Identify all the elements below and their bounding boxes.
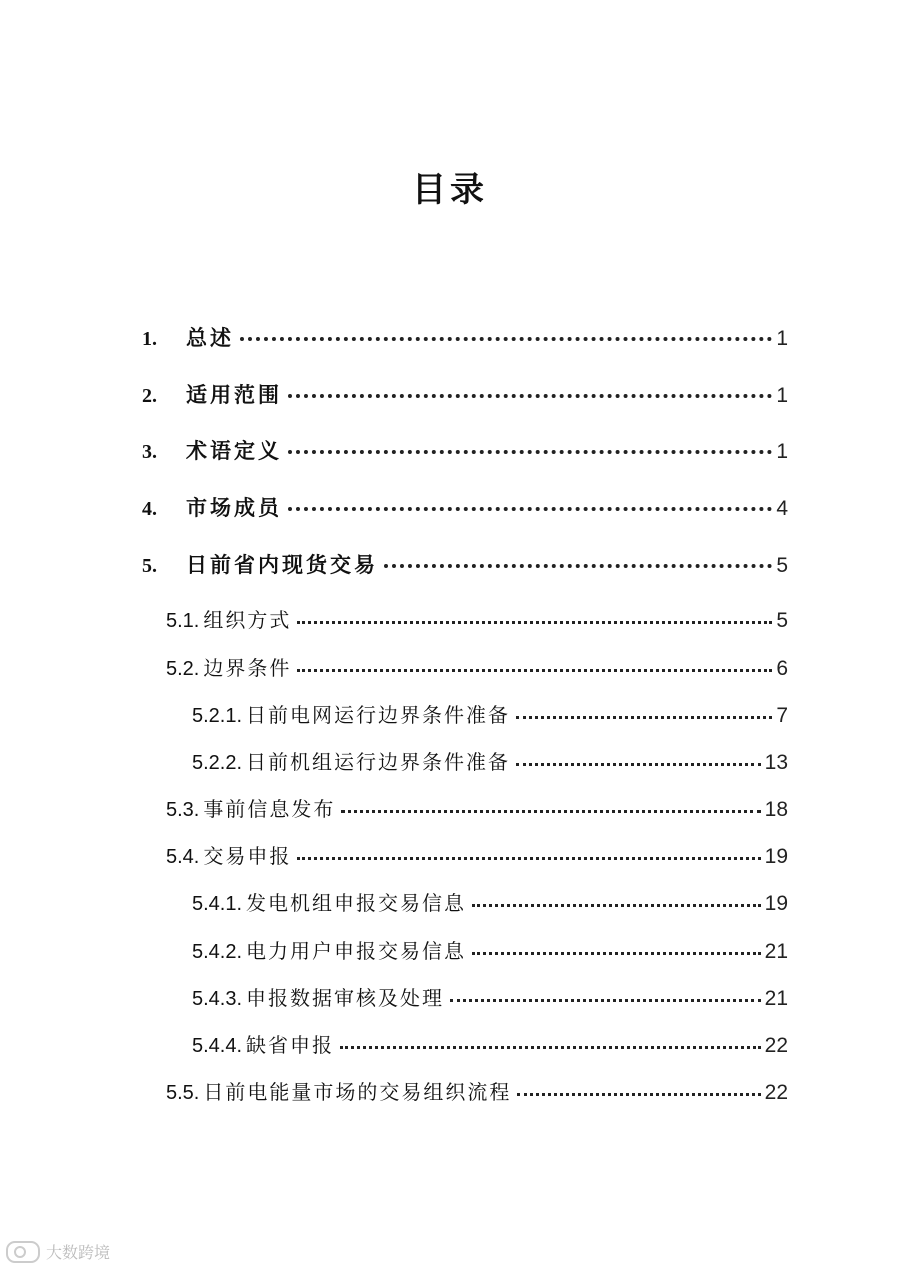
toc-number: 5.4.: [166, 846, 200, 868]
toc-page: 1: [776, 440, 788, 463]
toc-entry-5-5[interactable]: [166, 1076, 788, 1105]
toc-number: 5.4.2.: [192, 941, 243, 963]
toc-page: 13: [764, 751, 788, 774]
dot-leader: [516, 763, 761, 766]
toc-label: 交易申报: [203, 844, 292, 868]
toc-label: 缺省申报: [246, 1033, 335, 1057]
toc-entry-5-3[interactable]: [166, 793, 788, 822]
toc-entry-5-4-2[interactable]: [192, 935, 788, 964]
toc-number: 5.3.: [166, 799, 200, 821]
toc-label: 市场成员: [186, 496, 282, 520]
toc-entry-5-2-1[interactable]: [192, 699, 788, 728]
toc-number: 3.: [142, 441, 157, 463]
toc-label: 术语定义: [186, 439, 282, 463]
toc-label: 总述: [186, 326, 234, 350]
toc-entry-4[interactable]: [142, 492, 788, 522]
toc-label: 日前机组运行边界条件准备: [246, 750, 511, 774]
toc-page: 1: [776, 384, 788, 407]
toc-label: 日前省内现货交易: [186, 553, 378, 577]
toc-entry-5-4-4[interactable]: [192, 1029, 788, 1058]
toc-page: 4: [776, 497, 788, 520]
page-title: 目录: [412, 170, 488, 210]
toc-entry-5-2-2[interactable]: [192, 746, 788, 775]
toc-label: 组织方式: [203, 608, 292, 632]
toc-number: 5.5.: [166, 1082, 200, 1104]
toc-label: 适用范围: [186, 383, 282, 407]
dot-leader: [516, 716, 772, 719]
toc-label: 日前电能量市场的交易组织流程: [203, 1080, 512, 1104]
dot-leader: [288, 507, 772, 511]
toc-number: 4.: [142, 498, 157, 520]
toc-page: 5: [776, 554, 788, 577]
dot-leader: [341, 810, 760, 813]
toc-page: 5: [776, 609, 788, 632]
dot-leader: [472, 904, 761, 907]
toc-page: 21: [764, 987, 788, 1010]
dot-leader: [297, 669, 772, 672]
toc-entry-5-1[interactable]: [166, 604, 788, 633]
toc-entry-5-4-1[interactable]: [192, 887, 788, 916]
dot-leader: [472, 952, 761, 955]
toc-entry-3[interactable]: [142, 435, 788, 465]
toc-number: 2.: [142, 385, 157, 407]
toc-number: 5.4.1.: [192, 893, 243, 915]
toc-page: 19: [764, 892, 788, 915]
toc-label: 边界条件: [203, 656, 292, 680]
toc-page: 21: [764, 940, 788, 963]
toc-number: 5.4.4.: [192, 1035, 243, 1057]
dot-leader: [297, 857, 760, 860]
toc-label: 电力用户申报交易信息: [246, 939, 467, 963]
toc-number: 5.: [142, 555, 157, 577]
toc-number: 5.2.: [166, 658, 200, 680]
brand-logo-icon: [6, 1241, 40, 1263]
toc-number: 1.: [142, 328, 157, 350]
dot-leader: [288, 394, 772, 398]
dot-leader: [240, 337, 772, 341]
toc-page: 1: [776, 327, 788, 350]
dot-leader: [340, 1046, 761, 1049]
toc-entry-5[interactable]: [142, 549, 788, 579]
toc-number: 5.1.: [166, 610, 200, 632]
toc-label: 日前电网运行边界条件准备: [246, 703, 511, 727]
toc-label: 申报数据审核及处理: [246, 986, 445, 1010]
watermark: [6, 1240, 110, 1263]
toc-page: 18: [764, 798, 788, 821]
toc-page: 6: [776, 657, 788, 680]
toc-label: 事前信息发布: [203, 797, 336, 821]
toc-entry-5-4[interactable]: [166, 840, 788, 869]
dot-leader: [297, 621, 772, 624]
dot-leader: [517, 1093, 760, 1096]
watermark-text: 大数跨境: [46, 1243, 111, 1262]
toc-page: 7: [776, 704, 788, 727]
toc-number: 5.2.2.: [192, 752, 243, 774]
toc-entry-5-2[interactable]: [166, 652, 788, 681]
dot-leader: [288, 450, 772, 454]
toc-entry-5-4-3[interactable]: [192, 982, 788, 1011]
toc-page: 22: [764, 1034, 788, 1057]
toc-page: 22: [764, 1081, 788, 1104]
toc-entry-1[interactable]: [142, 322, 788, 352]
toc-page: 19: [764, 845, 788, 868]
toc-number: 5.4.3.: [192, 988, 243, 1010]
dot-leader: [384, 564, 772, 568]
toc-label: 发电机组申报交易信息: [246, 891, 467, 915]
dot-leader: [450, 999, 761, 1002]
toc-entry-2[interactable]: [142, 379, 788, 409]
toc-number: 5.2.1.: [192, 705, 243, 727]
